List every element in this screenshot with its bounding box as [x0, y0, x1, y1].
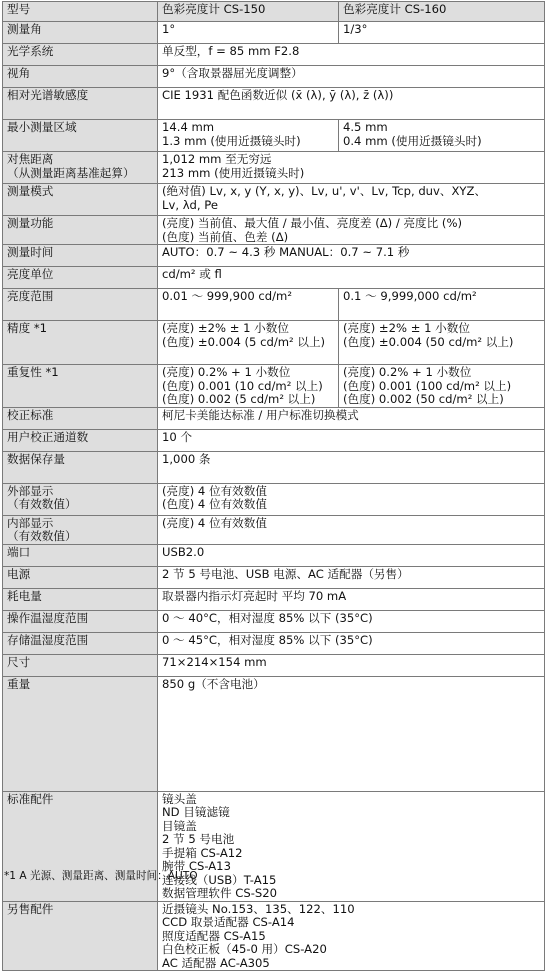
spec-label: [3, 365, 158, 408]
spec-label-line: 对焦距离: [7, 152, 54, 166]
spec-value-line: cd/m² 或 fl: [162, 267, 222, 281]
spec-row: [3, 429, 545, 451]
spec-value: [158, 407, 545, 429]
spec-value: [158, 184, 545, 216]
spec-value-cs160: [339, 365, 545, 408]
spec-value: [158, 566, 545, 588]
spec-value: [158, 451, 545, 483]
spec-label-line: 数据保存量: [7, 451, 65, 466]
spec-value: [158, 515, 545, 544]
spec-value-line: ND 目镜滤镜: [162, 805, 230, 819]
spec-label: [3, 88, 158, 120]
spec-label: [3, 321, 158, 365]
spec-value-cs150-line: (色度) 0.002 (5 cd/m² 以上): [162, 392, 316, 406]
spec-row: [3, 588, 545, 610]
header-cs150: 色彩亮度计 CS-150: [158, 2, 339, 22]
spec-value-cs160-line: 0.4 mm (使用近摄镜头时): [343, 133, 482, 148]
spec-value-line: 71×214×154 mm: [162, 654, 267, 669]
spec-label: [3, 184, 158, 216]
spec-value-line: 1,012 mm 至无穷远: [162, 152, 272, 166]
spec-value-cs160-line: (色度) ±0.004 (50 cd/m² 以上): [343, 334, 514, 349]
spec-row: [3, 451, 545, 483]
spec-value: [158, 152, 545, 184]
spec-row: [3, 66, 545, 88]
spec-value-line: 连接线（USB）T-A15: [162, 872, 277, 887]
spec-label: [3, 901, 158, 971]
spec-value-cs160-line: (色度) 0.002 (50 cd/m² 以上): [343, 392, 504, 406]
spec-row: [3, 216, 545, 245]
spec-row: [3, 654, 545, 676]
spec-row: [3, 321, 545, 365]
spec-value-cs150: [158, 321, 339, 365]
spec-value: [158, 676, 545, 791]
spec-label-line: 内部显示: [7, 515, 54, 530]
spec-value-line: (亮度) 当前值、最大值 / 最小值、亮度差 (Δ) / 亮度比 (%): [162, 216, 462, 230]
spec-value-cs160-line: 4.5 mm: [343, 120, 388, 134]
spec-row: [3, 267, 545, 289]
spec-label: [3, 429, 158, 451]
spec-row: [3, 88, 545, 120]
spec-value-cs160: [339, 120, 545, 152]
spec-value-line: AC 适配器 AC-A305: [162, 955, 270, 970]
spec-value-line: 近摄镜头 No.153、135、122、110: [162, 901, 355, 916]
spec-label: [3, 566, 158, 588]
spec-value-line: 0 ～ 40°C，相对湿度 85% 以下 (35°C): [162, 610, 373, 625]
spec-label-line: 精度 *1: [7, 321, 48, 335]
spec-value-line: USB2.0: [162, 544, 205, 559]
spec-label-line: 存储温湿度范围: [7, 632, 89, 647]
spec-value: [158, 632, 545, 654]
spec-value-cs150-line: (色度) ±0.004 (5 cd/m² 以上): [162, 334, 326, 349]
spec-value-line: (亮度) 4 位有效数值: [162, 515, 267, 530]
spec-value-cs160-line: (亮度) ±2% ± 1 小数位: [343, 321, 470, 335]
spec-row: [3, 566, 545, 588]
spec-value-line: 白色校正板（45-0 用）CS-A20: [162, 942, 327, 956]
spec-value-cs150-line: 14.4 mm: [162, 120, 215, 134]
spec-label: [3, 515, 158, 544]
spec-label-line: 光学系统: [7, 44, 54, 58]
spec-label: [3, 22, 158, 44]
spec-value: [158, 654, 545, 676]
spec-label: [3, 245, 158, 267]
spec-value-cs150: [158, 365, 339, 408]
spec-label: [3, 544, 158, 566]
header-row: [3, 2, 545, 22]
spec-value-cs150-line: 1.3 mm (使用近摄镜头时): [162, 133, 301, 148]
spec-label: [3, 791, 158, 901]
spec-value: [158, 791, 545, 901]
spec-value-cs150-line: 1°: [162, 22, 176, 36]
spec-value-cs150-line: (亮度) 0.2% + 1 小数位: [162, 365, 291, 379]
spec-label: [3, 588, 158, 610]
spec-label-line: 重量: [7, 676, 31, 691]
spec-label-line: 用户校正通道数: [7, 429, 89, 444]
spec-label: [3, 451, 158, 483]
spec-value-cs160: [339, 321, 545, 365]
spec-value: [158, 544, 545, 566]
spec-value-cs160-line: 0.1 ～ 9,999,000 cd/m²: [343, 289, 477, 303]
spec-value-line: 腕带 CS-A13: [162, 859, 231, 873]
spec-value-cs150-line: 0.01 ～ 999,900 cd/m²: [162, 289, 292, 303]
spec-row: [3, 22, 545, 44]
spec-row: [3, 407, 545, 429]
spec-label-line: 耗电量: [7, 588, 42, 603]
spec-value-line: (绝对值) Lv, x, y (Y, x, y)、Lv, u', v'、Lv, Tcp, duv、XYZ、: [162, 184, 487, 198]
spec-label: [3, 152, 158, 184]
spec-table-body: [3, 2, 545, 971]
spec-label: [3, 120, 158, 152]
spec-row: [3, 610, 545, 632]
spec-value-cs150-line: (亮度) ±2% ± 1 小数位: [162, 321, 289, 335]
spec-label-line: 测量模式: [7, 184, 54, 198]
spec-value: [158, 216, 545, 245]
spec-label-line: （有效数值）: [7, 529, 77, 543]
spec-row: [3, 676, 545, 791]
spec-label-line: 端口: [7, 544, 31, 559]
spec-value: [158, 588, 545, 610]
spec-label-line: 操作温湿度范围: [7, 610, 89, 625]
spec-value-cs150: [158, 22, 339, 44]
spec-label-line: （从测量距离基准起算）: [7, 165, 135, 180]
spec-label-line: 尺寸: [7, 654, 31, 669]
spec-value-cs160: [339, 22, 545, 44]
spec-value-line: CCD 取景适配器 CS-A14: [162, 915, 295, 929]
spec-label-line: 相对光谱敏感度: [7, 88, 89, 102]
spec-value: [158, 267, 545, 289]
spec-row: [3, 245, 545, 267]
spec-value-line: 手提箱 CS-A12: [162, 845, 243, 860]
spec-label: [3, 44, 158, 66]
spec-value-cs160: [339, 289, 545, 321]
spec-value-line: (色度) 4 位有效数值: [162, 497, 267, 511]
spec-label: [3, 216, 158, 245]
spec-value: [158, 66, 545, 88]
footnote: *1 A 光源、测量距离、测量时间：AUTO: [4, 870, 198, 882]
spec-label-line: 测量功能: [7, 216, 54, 230]
spec-value: [158, 245, 545, 267]
spec-row: [3, 152, 545, 184]
spec-row: [3, 483, 545, 515]
spec-row: [3, 791, 545, 901]
spec-value-line: 2 节 5 号电池、USB 电源、AC 适配器（另售）: [162, 566, 409, 581]
spec-label: [3, 407, 158, 429]
spec-label-line: 另售配件: [7, 901, 54, 916]
spec-row: [3, 901, 545, 971]
spec-value: [158, 483, 545, 515]
spec-value-cs150: [158, 289, 339, 321]
spec-row: [3, 289, 545, 321]
spec-value-line: 镜头盖: [162, 791, 197, 806]
spec-label-line: 亮度单位: [7, 267, 54, 281]
spec-row: [3, 184, 545, 216]
spec-value-line: 取景器内指示灯亮起时 平均 70 mA: [162, 588, 347, 603]
spec-value-line: 2 节 5 号电池: [162, 832, 235, 846]
spec-label-line: 电源: [7, 566, 31, 581]
spec-value-cs160-line: (色度) 0.001 (100 cd/m² 以上): [343, 378, 512, 393]
spec-value-line: CIE 1931 配色函数近似 (x̄ (λ), ȳ (λ), z̄ (λ)): [162, 88, 394, 102]
spec-label: [3, 610, 158, 632]
spec-label-line: 测量角: [7, 22, 42, 36]
spec-label: [3, 289, 158, 321]
header-cs160: 色彩亮度计 CS-160: [339, 2, 545, 22]
spec-label: [3, 267, 158, 289]
spec-label: [3, 632, 158, 654]
spec-row: [3, 632, 545, 654]
spec-value-cs160-line: (亮度) 0.2% + 1 小数位: [343, 365, 472, 379]
spec-value: [158, 901, 545, 971]
spec-value: [158, 44, 545, 66]
spec-label-line: 最小测量区域: [7, 120, 77, 134]
spec-value-line: Lv, λd, Pe: [162, 197, 218, 212]
spec-value-line: 单反型，f = 85 mm F2.8: [162, 44, 300, 58]
spec-value-cs150-line: (色度) 0.001 (10 cd/m² 以上): [162, 378, 323, 393]
spec-label: [3, 654, 158, 676]
spec-value-line: 850 g（不含电池）: [162, 676, 265, 691]
spec-label: [3, 483, 158, 515]
spec-value-line: 1,000 条: [162, 451, 211, 466]
spec-value-line: AUTO：0.7 ~ 4.3 秒 MANUAL：0.7 ~ 7.1 秒: [162, 245, 410, 259]
spec-row: [3, 365, 545, 408]
spec-row: [3, 544, 545, 566]
spec-value-line: (亮度) 4 位有效数值: [162, 483, 267, 498]
spec-value-cs160-line: 1/3°: [343, 22, 368, 36]
spec-label-line: （有效数值）: [7, 497, 77, 511]
spec-label-line: 外部显示: [7, 483, 54, 498]
spec-value-line: 目镜盖: [162, 818, 197, 833]
spec-row: [3, 515, 545, 544]
spec-value-line: 9°（含取景器屈光度调整）: [162, 66, 303, 80]
header-model-label: 型号: [3, 2, 158, 22]
spec-value-line: 0 ～ 45°C，相对湿度 85% 以下 (35°C): [162, 632, 373, 647]
spec-row: [3, 120, 545, 152]
spec-label-line: 亮度范围: [7, 289, 54, 303]
spec-value: [158, 88, 545, 120]
spec-label-line: 视角: [7, 66, 31, 80]
spec-value-line: 213 mm (使用近摄镜头时): [162, 165, 305, 180]
spec-value-line: 照度适配器 CS-A15: [162, 928, 266, 943]
spec-value-line: 数据管理软件 CS-S20: [162, 886, 277, 900]
spec-table: [2, 1, 545, 971]
spec-value-line: (色度) 当前值、色差 (Δ): [162, 229, 289, 244]
spec-label: [3, 676, 158, 791]
spec-label-line: 重复性 *1: [7, 365, 59, 379]
spec-value: [158, 429, 545, 451]
spec-value-cs150: [158, 120, 339, 152]
spec-label-line: 校正标准: [7, 407, 54, 422]
spec-label-line: 测量时间: [7, 245, 54, 259]
spec-value: [158, 610, 545, 632]
spec-row: [3, 44, 545, 66]
spec-label-line: 标准配件: [7, 791, 54, 806]
spec-value-line: 柯尼卡美能达标准 / 用户标准切换模式: [162, 407, 359, 422]
spec-label: [3, 66, 158, 88]
spec-value-line: 10 个: [162, 429, 193, 444]
